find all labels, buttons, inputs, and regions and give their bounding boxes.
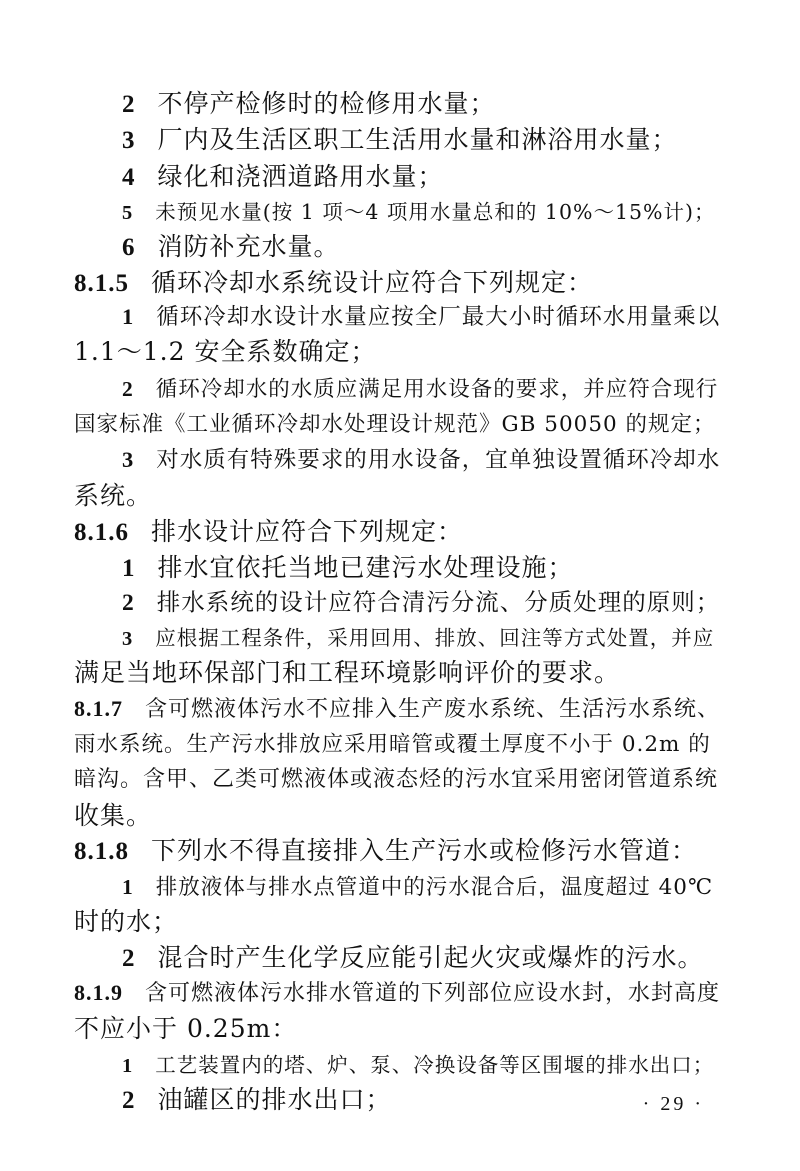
list-item <box>122 302 720 332</box>
continuation-line <box>74 481 152 511</box>
section-number: 8.1.9 <box>74 980 123 1005</box>
section-number: 8.1.5 <box>74 270 129 297</box>
list-item <box>122 587 720 618</box>
section-clause <box>74 268 593 299</box>
line-text: 循环冷却水设计水量应按全厂最大小时循环水用量乘以 <box>156 304 721 330</box>
item-number: 3 <box>122 127 136 154</box>
list-item <box>122 553 574 584</box>
line-text: 国家标准《工业循环冷却水处理设计规范》GB 50050 的规定； <box>74 412 716 437</box>
line-text: 应根据工程条件，采用回用、排放、回注等方式处置，并应 <box>155 626 715 650</box>
list-item <box>122 374 718 405</box>
continuation-line <box>74 801 152 831</box>
continuation-line <box>74 765 718 795</box>
list-item <box>122 445 720 475</box>
line-text: 时的水； <box>74 907 179 936</box>
section-number: 8.1.7 <box>74 696 123 721</box>
item-number: 2 <box>122 377 134 401</box>
line-text: 排水宜依托当地已建污水处理设施； <box>157 553 574 582</box>
line-text: 工艺装置内的塔、炉、泵、冷换设备等区围堰的排水出口； <box>155 1053 715 1077</box>
line-text: 混合时产生化学反应能引起火灾或爆炸的污水。 <box>157 943 704 972</box>
list-item <box>122 623 714 654</box>
item-number: 1 <box>122 304 135 329</box>
line-text: 满足当地环保部门和工程环境影响评价的要求。 <box>74 658 621 687</box>
item-number: 6 <box>122 234 136 261</box>
line-text: 消防补充水量。 <box>157 232 340 261</box>
continuation-line <box>74 1014 297 1044</box>
list-item <box>122 125 678 156</box>
continuation-line <box>74 337 376 367</box>
item-number: 3 <box>122 447 135 472</box>
section-clause <box>74 517 463 548</box>
line-text: 1.1～1.2 安全系数确定； <box>74 337 377 366</box>
line-text: 对水质有特殊要求的用水设备，宜单独设置循环冷却水 <box>156 447 721 473</box>
line-text: 排水系统的设计应符合清污分流、分质处理的原则； <box>156 588 721 616</box>
item-number: 1 <box>122 875 134 899</box>
item-number: 4 <box>122 164 136 191</box>
line-text: 下列水不得直接排入生产污水或检修污水管道： <box>151 836 698 865</box>
list-item <box>122 1050 714 1081</box>
continuation-line <box>74 658 620 688</box>
item-number: 5 <box>122 202 134 224</box>
section-number: 8.1.6 <box>74 519 129 546</box>
line-text: 循环冷却水系统设计应符合下列规定： <box>151 268 594 297</box>
section-clause <box>74 694 720 725</box>
line-text: 系统。 <box>74 481 153 510</box>
list-item <box>122 232 340 263</box>
line-text: 雨水系统。生产污水排放应采用暗管或覆土厚度不小于 0.2m 的 <box>74 732 711 757</box>
item-number: 1 <box>122 1055 134 1077</box>
list-item <box>122 943 704 974</box>
item-number: 2 <box>122 1087 136 1114</box>
list-item <box>122 872 713 903</box>
line-text: 油罐区的排水出口； <box>157 1085 392 1114</box>
continuation-line <box>74 730 711 760</box>
item-number: 2 <box>122 945 136 972</box>
list-item <box>122 89 496 120</box>
page-number: · 29 · <box>642 1093 704 1115</box>
item-number: 2 <box>122 91 136 118</box>
section-number: 8.1.8 <box>74 838 129 865</box>
line-text: 排水设计应符合下列规定： <box>151 517 464 546</box>
continuation-line <box>74 907 178 937</box>
list-item <box>122 162 444 193</box>
line-text: 未预见水量(按 1 项～4 项用水量总和的 10%～15%计)； <box>155 200 716 224</box>
item-number: 1 <box>122 555 136 582</box>
item-number: 2 <box>122 590 135 616</box>
line-text: 排放液体与排水点管道中的污水混合后，温度超过 40℃ <box>155 875 713 900</box>
section-clause <box>74 836 697 867</box>
line-text: 暗沟。含甲、乙类可燃液体或液态烃的污水宜采用密闭管道系统 <box>74 767 719 792</box>
line-text: 绿化和浇洒道路用水量； <box>157 162 444 191</box>
line-text: 含可燃液体污水不应排入生产废水系统、生活污水系统、 <box>145 697 721 722</box>
line-text: 不应小于 0.25m： <box>74 1014 298 1043</box>
line-text: 收集。 <box>74 801 153 830</box>
line-text: 厂内及生活区职工生活用水量和淋浴用水量； <box>157 125 678 154</box>
item-number: 3 <box>122 628 134 650</box>
list-item <box>122 1085 392 1116</box>
section-clause <box>74 978 720 1009</box>
line-text: 不停产检修时的检修用水量； <box>157 89 496 118</box>
list-item <box>122 197 716 228</box>
line-text: 循环冷却水的水质应满足用水设备的要求，并应符合现行 <box>155 377 719 402</box>
line-text: 含可燃液体污水排水管道的下列部位应设水封，水封高度 <box>145 981 721 1006</box>
continuation-line <box>74 410 716 440</box>
